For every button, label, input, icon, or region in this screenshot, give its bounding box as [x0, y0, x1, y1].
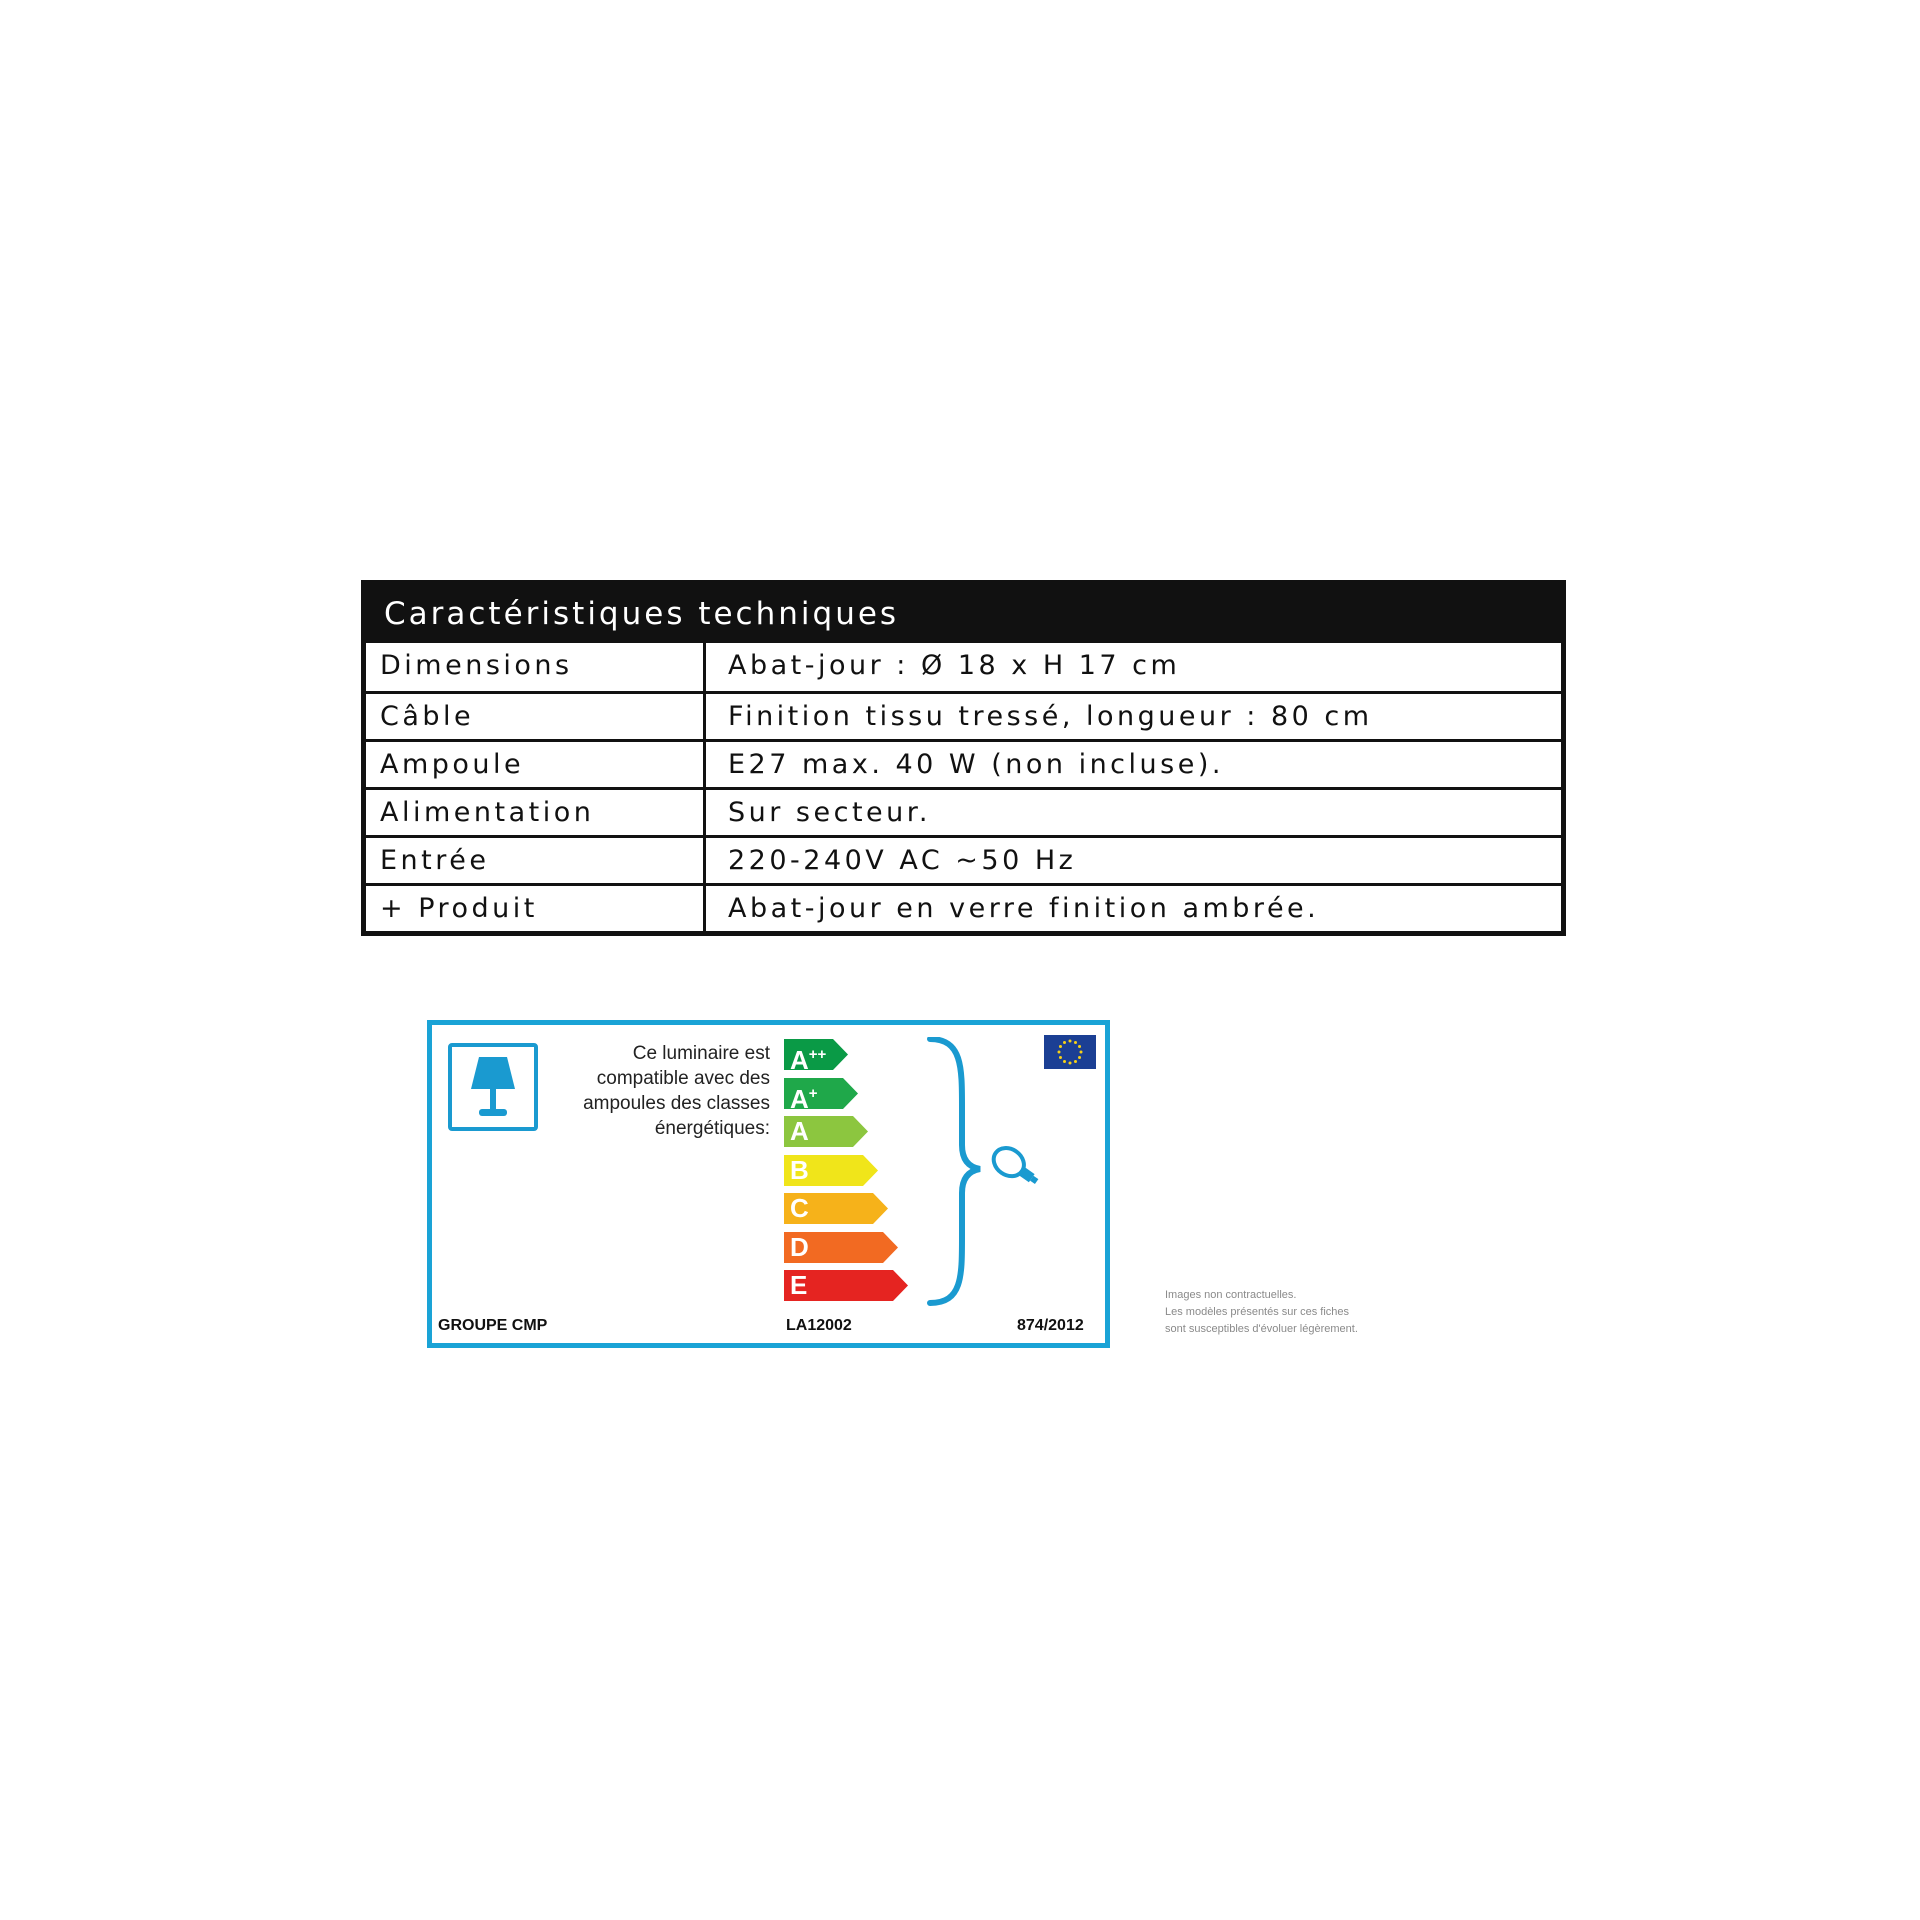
- bulb-icon: [982, 1143, 1052, 1207]
- spec-row: [366, 691, 1561, 739]
- energy-class-letter-sup: +: [808, 1084, 818, 1102]
- energy-class-letter: [790, 1232, 809, 1263]
- spec-row: [366, 835, 1561, 883]
- energy-class-letter-main: A: [790, 1045, 809, 1075]
- energy-class-letter-main: C: [790, 1193, 809, 1223]
- supplier-name: GROUPE CMP: [438, 1317, 548, 1334]
- spec-rows: [366, 643, 1561, 931]
- spec-label: Dimensions: [366, 643, 706, 691]
- energy-class-bar: [784, 1078, 860, 1114]
- spec-label: Entrée: [366, 838, 706, 883]
- spec-row: [366, 643, 1561, 691]
- energy-class-letter-main: E: [790, 1270, 808, 1300]
- energy-class-bar: [784, 1270, 910, 1301]
- spec-label: Câble: [366, 694, 706, 739]
- energy-class-letter: [790, 1270, 807, 1301]
- spec-value: Finition tissu tressé, longueur : 80 cm: [728, 701, 1373, 732]
- energy-class-bar: [784, 1155, 880, 1186]
- spec-value: Sur secteur.: [728, 797, 931, 828]
- energy-class-letter-main: A: [790, 1083, 809, 1114]
- model-number: LA12002: [786, 1317, 852, 1334]
- disclaimer-text: Images non contractuelles. Les modèles présentés sur ces fiches sont susceptibles d'évoluer légèrement.: [1165, 1289, 1358, 1335]
- lamp-icon: [448, 1043, 538, 1131]
- energy-class-bar: [784, 1193, 890, 1224]
- energy-class-letter-main: B: [790, 1154, 809, 1185]
- energy-class-letter: [790, 1155, 809, 1186]
- spec-table: [361, 580, 1566, 936]
- spec-label: Alimentation: [366, 790, 706, 835]
- spec-row: [366, 787, 1561, 835]
- spec-table-title: Caractéristiques techniques: [366, 585, 1561, 643]
- spec-row: [366, 739, 1561, 787]
- energy-class-letter: [790, 1116, 809, 1147]
- compatibility-text: Ce luminaire est compatible avec des ampoules des classes énergétiques:: [583, 1043, 770, 1139]
- energy-class-bar: [784, 1116, 870, 1147]
- energy-class-bar: [784, 1232, 900, 1263]
- energy-class-letter: [790, 1078, 818, 1115]
- energy-class-bar: [784, 1039, 850, 1075]
- spec-row: [366, 883, 1561, 931]
- spec-value: 220-240V AC ~50 Hz: [728, 845, 1077, 876]
- energy-class-letter: [790, 1193, 809, 1224]
- spec-label: + Produit: [366, 886, 706, 931]
- energy-class-letter-sup: ++: [808, 1046, 827, 1063]
- spec-value: Abat-jour : Ø 18 x H 17 cm: [728, 650, 1181, 681]
- spec-value: E27 max. 40 W (non incluse).: [728, 749, 1224, 780]
- energy-class-letter-main: A: [790, 1116, 809, 1146]
- energy-class-letter: [790, 1039, 826, 1076]
- regulation-number: 874/2012: [1017, 1317, 1084, 1334]
- spec-value: Abat-jour en verre finition ambrée.: [728, 893, 1320, 924]
- spec-label: Ampoule: [366, 742, 706, 787]
- energy-class-letter-main: D: [790, 1231, 809, 1262]
- eu-flag-icon: [1044, 1035, 1096, 1069]
- energy-label: [427, 1020, 1110, 1348]
